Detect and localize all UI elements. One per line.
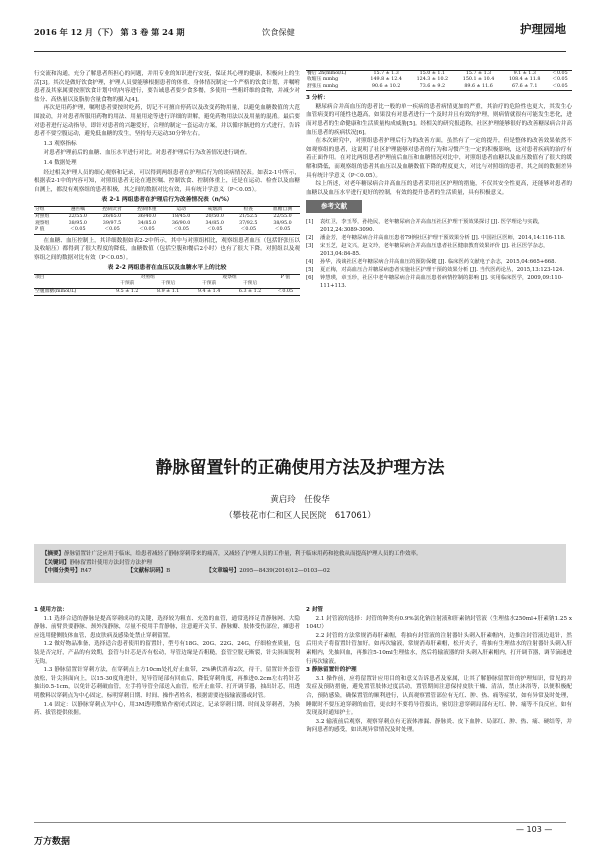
behavior-table [34,206,300,235]
upper-right-column [306,70,572,446]
reference-item: [6] 钟慧瑛，章玉珍，社区中老年糖尿病合并高血压患者病情控制的影响 [J]. 实用临床医学，2009,09:110-111+113. [306,274,563,289]
lower-left-column [34,606,300,818]
paragraph: 3.2 输液前后观察，观察穿刺点有无液体渗漏、静脉炎、皮下血肿、局部红、肿、热、痛、硬结等，并询问患者的感受，如出现异常情况及时处理。 [306,718,572,734]
paragraph: 经过相关护理人员的细心观察和记录，可以得到两组患者在护理后行为的谈病情况表。如表2-1中所示，根据表2-1中的内容可知，对照组患者无论在遵医嘱、控制饮食、控制体重上，还是在运动、检查以及血糖自测上，都没有观察组的患者积极，其之间的数据对比有效，具有统计学意义（P＜0.05）。 [34,169,300,193]
paragraph: 行交流和沟通，充分了解患者所担心的问题，并用专业的知识进行安抚，保证其心理的健康，积极向上的生活[3]。其次是做好饮食护理，护理人员要能够根据患者的体重、身体情况制定一个严格的饮食计划，并嘱咐患者及其家属要按照饮食计划中的内容进行，要告诫患者要少食多餐，多使用一些粗纤维的食物，并减少对盐分、高热量以及脂肪含量食物的摄入[4]。 [34,71,300,103]
paragraph: 综上所述，对老年糖尿病合并高血压的患者采用社区护理的措施，不仅其安全性更高，还能够对患者的血糖以及血压水平进行更好的控制，有效的提升患者的生活质量，具有积极意义。 [306,181,572,196]
article-number-field: 【文章编号】2095—8439(2016)12—0103—02 [206,568,331,575]
table-header-row: 干预前 干预后 干预前 干预后 [120,281,258,287]
paragraph: 1.4 固定：以静脉穿刺点为中心，用3M透明敷贴作密闭式固定，记录穿刺日期、时间及穿刺者，为换药、拔管提供依据。 [34,701,300,717]
section-heading: 3 静脉留置针的护理 [306,667,357,674]
bp-glucose-table-continued [306,70,572,91]
issue-info: 2016 年 12 月（下） 第 3 卷 第 24 期 [34,27,185,37]
paragraph: 再次是用药护理，嘱咐患者要按时吃药，切记不可擅自停药以及改变药物用量，以避免血糖数值的大范围波动，并对患者所服用药物的用法、用量用途等进行详细的讲解，避免药物用法以及用量的混淆。最后要对患者进行运动指导，即针对患者的兴趣爱好，合理的制定一套运动方案，并以循序渐进的方式进行，告诉患者不要空腹运动，避免低血糖的发生，坚持每天运动30分钟左右。 [34,105,300,138]
section-heading: 2 封管 [306,607,324,613]
article-title: 静脉留置针的正确使用方法及护理方法 [155,458,445,478]
table-caption: 表 2-2 两组患者在血压以及血糖水平上的比较 [107,265,227,272]
abstract-box [34,544,566,583]
table-header-row: 项目 对照组 观察组 P 值 [34,274,300,281]
article-authors: 黄启玲 任俊华 [270,495,330,505]
reference-item: [2] 潘金芳，老年糖尿病合并高血压患者79例社区护理干预效果分析 [J]. 中国社区医师，2014,14:116-118. [306,234,566,241]
subheading: 1.3 观察指标 [43,140,77,147]
table-row: 观察组 38/95.0 39/97.5 34/85.0 36/90.0 34/85.0 37/92.5 38/95.0 [35,220,292,226]
table-row: P 值 ＜0.05 ＜0.05 ＜0.05 ＜0.05 ＜0.05 ＜0.05 ＜0.05 [34,227,300,234]
table-header-row: 分组 遵医嘱 控制饮食 控制体重 运动 戒烟酒 检查 血糖自测 [34,206,300,213]
journal-name: 饮食保健 [262,27,295,37]
keywords-text: 静脉留置针使用方法封管方法护理 [69,559,153,566]
paragraph: 糖尿病合并高血压的患者比一般的单一疾病的患者病情更加的严重，其治疗的危险性也更大，其发生心血管病变的可能性也越高，如果没有对患者进行一个及时并且有效的护理，则病情就很有可能发生恶化，进而对患者的生命健康和生活质量构成威胁[5]。经相关的研究报道称，社区护理能够很好的改善糖尿病合并高血压患者的疾病状况[6]。 [306,103,572,136]
paragraph: 1.3 静脉留置针穿刺方法，在穿刺点上方10cm处扎好止血带，2%碘伏消毒2次，待干，留置针外套管放松，针尖斜面向上，以15-30度角进针，见导管尾部有回血后，降低穿刺角度，再推进0.2cm左右将针芯抽出0.5-1cm，以免针芯刺破血管，左手将导管全部送入血管，松开止血带、打开调节器，抽出针芯，用透明敷料以穿刺点为中心固定，标明穿刺日期、时间、操作者姓名，根据需要连接输液器或封管。 [34,667,300,699]
table-caption: 表 2-1 两组患者在护理后行为改善情况表（n/%） [101,197,233,204]
page-header [34,24,566,52]
clc-field: 【中图分类号】R47 [42,568,92,575]
footer-brand: 万方数据 [34,837,71,847]
section-name: 护理园地 [520,22,566,36]
references-label: 参考文献 [306,200,362,213]
table-row: 收缩压 mmhg 149.8 ± 12.4 124.3 ± 10.2 150.1 ± 10.4 108.4 ± 11.8 ＜0.05 [307,77,568,83]
abstract-text: 静脉留置针广泛应用于临床，给患者减轻了静脉穿刺带来的痛苦，又减轻了护理人员的工作量，利于临床用药和抢救从而提高护理人员的工作效率。 [64,551,422,557]
reference-list [306,218,572,290]
abstract-line [42,550,558,559]
upper-left-column [34,70,300,446]
paragraph: 在血糖、血压控制上，其详细数据如表2-2中所示，其中与对照组相比，观察组患者血压（包括舒张压以及收缩压）都得到了很大程度的降低，血糖数值（包括空腹和餐后2小时）也有了很大下降。对照组以及观察组之间的数据对比有效（P＜0.05）。 [34,237,300,261]
article-affiliation: （攀枝花市仁和区人民医院 617061） [224,511,376,521]
section-heading: 3 分析： [306,95,329,102]
paragraph: 对患者护理前后的血糖、血压水平进行对比。对患者护理后行为改善情况进行调查。 [43,150,251,157]
table-row: 舒张压 mmhg 90.6 ± 10.2 73.6 ± 9.2 89.6 ± 11.6 67.6 ± 7.1 ＜0.05 [306,84,572,91]
abstract-label: 【摘要】 [42,551,65,557]
section-heading: 1 使用方法： [34,607,68,613]
reference-item: [3] 宋玉芝，赵文兴，赵文玲，老年糖尿病合并高血压患者社区健康教育效果评价 [J]. 社区医学杂志，2013,04:84-85. [306,242,549,257]
subheading: 1.4 数据处理 [43,159,77,166]
reference-item: [4] 孙华，浅谈社区老年糖尿病合并高血压的预防保健 [J]. 临床医药文献电子杂志，2015,04:665+668. [306,258,557,265]
paragraph: 在本次研究中，对照组患者护理后行为的改善方面，虽然有了一定的提升，但是整体的改善效果依然不如观察组的患者，这说明了社区护理能够对患者的行为和习惯产生一定的积极影响，这对患者疾病的治疗有着正面作用。在对比两组患者护理前后血压和血糖情况对比中，对照组患者血糖以及血压数值有了很大的缓解和降低，而观察组的患者其血压以及血糖数值下降的程度更大，对比与对照组的患者，其之间的数据差异具有统计学意义（P＜0.05）。 [306,138,572,179]
footer-divider [34,822,566,823]
table-row: 空腹血糖(mmol/L) 9.5 ± 1.2 8.9 ± 1.1 9.4 ± 1.4 6.3 ± 1.2 ＜0.05 [34,288,300,295]
keywords-line [42,559,558,568]
paragraph: 1.2 做好物品准备，选择适合患者使用的留置针，型号有18G、20G、22G、24G，仔细检查质量，包装是否完好，产品的有效期，套管与针芯是否有松动，导管边缘是否粗糙，套管空脱无断裂，针尖斜面锐利无钩。 [34,641,300,665]
paragraph: 2.2 封管的方法常规消毒肝素帽，将抽有封管液的注射器针头刺入肝素帽内，边推注封管液边退针，然后用夹子将留置针管加好。如再次输液，常规消毒肝素帽，松开夹子，将抽有生理盐水的注射器针头刺入肝素帽内，先抽回血，再推注5-10ml生理盐水，然后将输液器的针头刺入肝素帽内，打开调节器，调节滴速进行再次输液。 [306,632,572,665]
paragraph: 2.1 封管液的选择：封管的种类有0.9%氯化钠注射液和肝素钠封管液（生理盐水250ml+肝素钠1.25 x 104U） [306,615,572,631]
lower-right-column [306,606,572,818]
bp-glucose-table [34,274,300,296]
table-row: 餐后 2h(mmol/L) 15.7 ± 1.3 15.0 ± 1.1 15.7 ± 1.3 9.1 ± 1.3 ＜0.05 [306,71,572,78]
reference-item: [5] 夏正梅，对高血压合并糖尿病患者实施社区护理干预的效果分析 [J]. 当代医药论丛，2015,13:123-124. [306,266,565,273]
doc-code-field: 【文献标识码】B [127,568,171,575]
table-row: 对照组 22/55.0 26/65.0 36/40.0 18/45.0 20/50.0 21/52.5 22/55.0 [34,214,300,221]
classification-line [42,567,558,576]
reference-item: [1] 袁红卫，李玉琴，孙艳民，老年糖尿病合并高血压社区护理干预效果探讨 [J]. 医学理论与实践，2012,24:3089-3090. [306,218,544,233]
paragraph: 1.1 选择合适的静脉是提高穿刺成功的关键，选择较为粗直、充盈的血管，通常选择足背静脉网、大隐静脉、前臂贵要静脉、颈外浅静脉，尽量不使用手背静脉，注意避开关节、静脉瓣、肢体受伤部位，瘫患者应选用健侧肢体血管，患皮肤病及感染处禁止穿刺留置。 [34,615,300,639]
keywords-label: 【关键词】 [42,559,70,566]
page-number: — 103 — [516,825,553,834]
paragraph: 3.1 操作前，应将留置针应用目的和意义告诉患者及家属，让其了解静脉留置针的护理知识，常见的并发症及预防措施，避免置管肢体过度活动，置管期间注意保持皮肤干燥、清洁，禁止沐浴等，以便积极配合，预防感染，确保置管的顺利进行，认真观察置管部位有无红、肿、热、痛等症状，如有异常及时处理，睡眠时不要压迫穿刺的血管，更衣时不要将导管拔出，密切注意穿刺局部有无红、肿、痛等不良反应，如有发现及时通知护士。 [306,675,572,717]
